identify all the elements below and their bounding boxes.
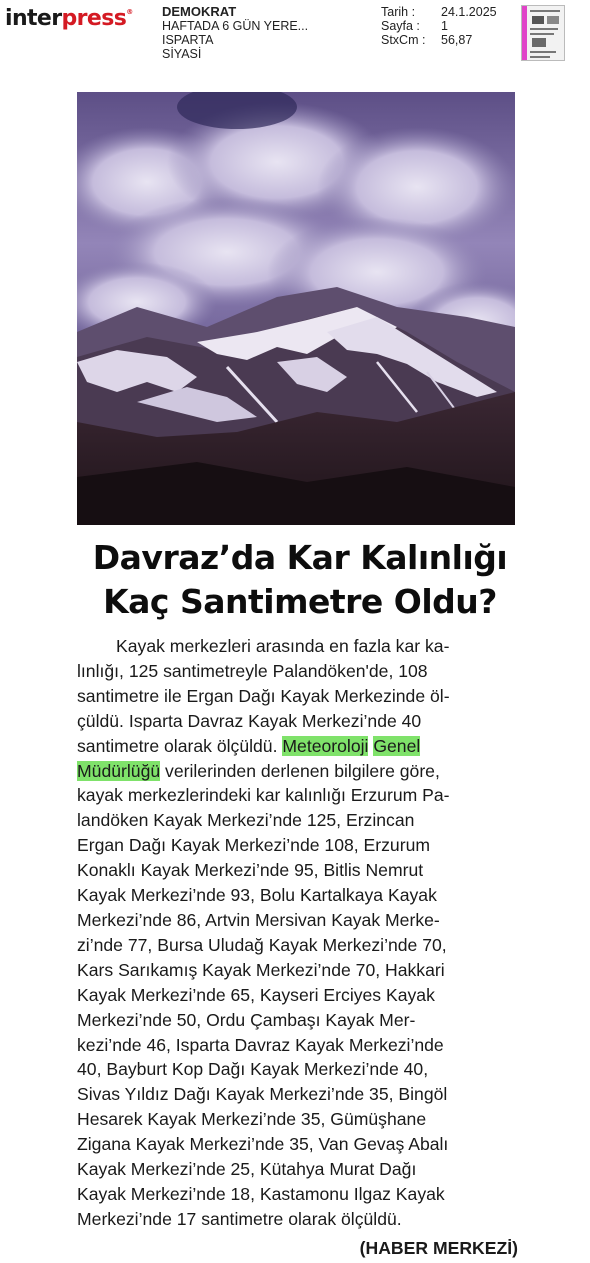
publication-info [162,5,308,61]
article-text: lınlığı, 125 santimetreyle Palandöken'de, 108 [77,660,428,681]
article-text: Kayak Merkezi’nde 25, Kütahya Murat Dağı [77,1159,417,1180]
article-text: çüldü. Isparta Davraz Kayak Merkezi’nde 40 [77,710,422,731]
logo-text-press: press [61,6,127,31]
publication-name: DEMOKRAT [162,4,237,19]
article-text: Konaklı Kayak Merkezi’nde 95, Bitlis Nemrut [77,860,424,881]
article-line [77,634,527,659]
meta-row-page [381,19,497,33]
article-text: Kayak merkezleri arasında en fazla kar ka- [116,636,450,656]
article-text: zi’nde 77, Bursa Uludağ Kayak Merkezi’nde 70, [77,934,447,955]
article-line [77,883,527,908]
meta-row-date [381,5,497,19]
article-text: landöken Kayak Merkezi’nde 125, Erzincan [77,810,415,831]
article-text: Ergan Dağı Kayak Merkezi’nde 108, Erzurum [77,835,431,856]
article-body [77,634,527,1232]
article-line [77,659,527,684]
meta-key: Sayfa : [381,19,420,33]
publication-category: SİYASİ [162,47,202,61]
article-text: verilerinden derlenen bilgilere göre, [160,760,440,781]
article-text: Merkezi’nde 17 santimetre olarak ölçüldü. [77,1208,402,1229]
meta-value: 56,87 [441,33,473,47]
article-line [77,1107,527,1132]
meta-key: StxCm : [381,33,426,47]
publication-city: ISPARTA [162,33,214,47]
article-text: Hesarek Kayak Merkezi’nde 35, Gümüşhane [77,1109,427,1130]
article-line [77,1157,527,1182]
meta-value: 24.1.2025 [441,5,497,19]
article-text: santimetre olarak ölçüldü. [77,735,283,756]
snowy-mountain-photo [77,92,515,525]
article-text: kezi’nde 46, Isparta Davraz Kayak Merkezi’nde [77,1034,444,1055]
meta-key: Tarih : [381,5,416,19]
article-line [77,858,527,883]
article-line [77,983,527,1008]
article-line [77,1182,527,1207]
clipping-header [0,0,590,70]
logo-text-inter: inter [5,6,62,31]
article-line [77,1033,527,1058]
article-text: santimetre ile Ergan Dağı Kayak Merkezinde öl- [77,685,450,706]
highlighted-term: Genel [373,735,421,756]
publication-frequency: HAFTADA 6 GÜN YERE... [162,19,309,33]
article-line [77,1082,527,1107]
article-line [77,783,527,808]
article-line [77,833,527,858]
headline-line: Kaç Santimetre Oldu? [103,582,497,621]
highlighted-term: Müdürlüğü [77,760,161,781]
article-line [77,1057,527,1082]
article-text: Kars Sarıkamış Kayak Merkezi’nde 70, Hakkari [77,959,445,980]
article-line [77,958,527,983]
article-text: 40, Bayburt Kop Dağı Kayak Merkezi’nde 40, [77,1059,429,1080]
logo-registered-mark: ® [126,8,133,16]
article-text: Kayak Merkezi’nde 93, Bolu Kartalkaya Kayak [77,885,437,906]
article-line [77,709,527,734]
article-line [77,908,527,933]
article-line [77,684,527,709]
article-line [77,1008,527,1033]
article-text: Sivas Yıldız Dağı Kayak Merkezi’nde 35, Bingöl [77,1084,448,1105]
article-line [77,759,527,784]
article-text: Kayak Merkezi’nde 65, Kayseri Erciyes Kayak [77,984,435,1005]
page-thumbnail-icon[interactable] [521,5,565,61]
article-text: Kayak Merkezi’nde 18, Kastamonu Ilgaz Kayak [77,1183,445,1204]
article-text: Merkezi’nde 86, Artvin Mersivan Kayak Merke- [77,909,440,930]
clipping-meta [381,5,497,47]
article-line [77,734,527,759]
article-line [77,1132,527,1157]
article-line [77,933,527,958]
headline-line: Davraz’da Kar Kalınlığı [92,538,508,577]
highlighted-term: Meteoroloji [282,735,369,756]
meta-value: 1 [441,19,448,33]
article-headline [40,536,560,624]
article-text: Zigana Kayak Merkezi’nde 35, Van Gevaş Abalı [77,1134,449,1155]
meta-row-stxcm [381,33,497,47]
article-line [77,808,527,833]
article-text: kayak merkezlerindeki kar kalınlığı Erzurum Pa- [77,785,450,806]
article-byline: (HABER MERKEZİ) [359,1238,518,1258]
article-text: Merkezi’nde 50, Ordu Çambaşı Kayak Mer- [77,1009,416,1030]
article-line [77,1207,527,1232]
interpress-logo [5,6,133,31]
